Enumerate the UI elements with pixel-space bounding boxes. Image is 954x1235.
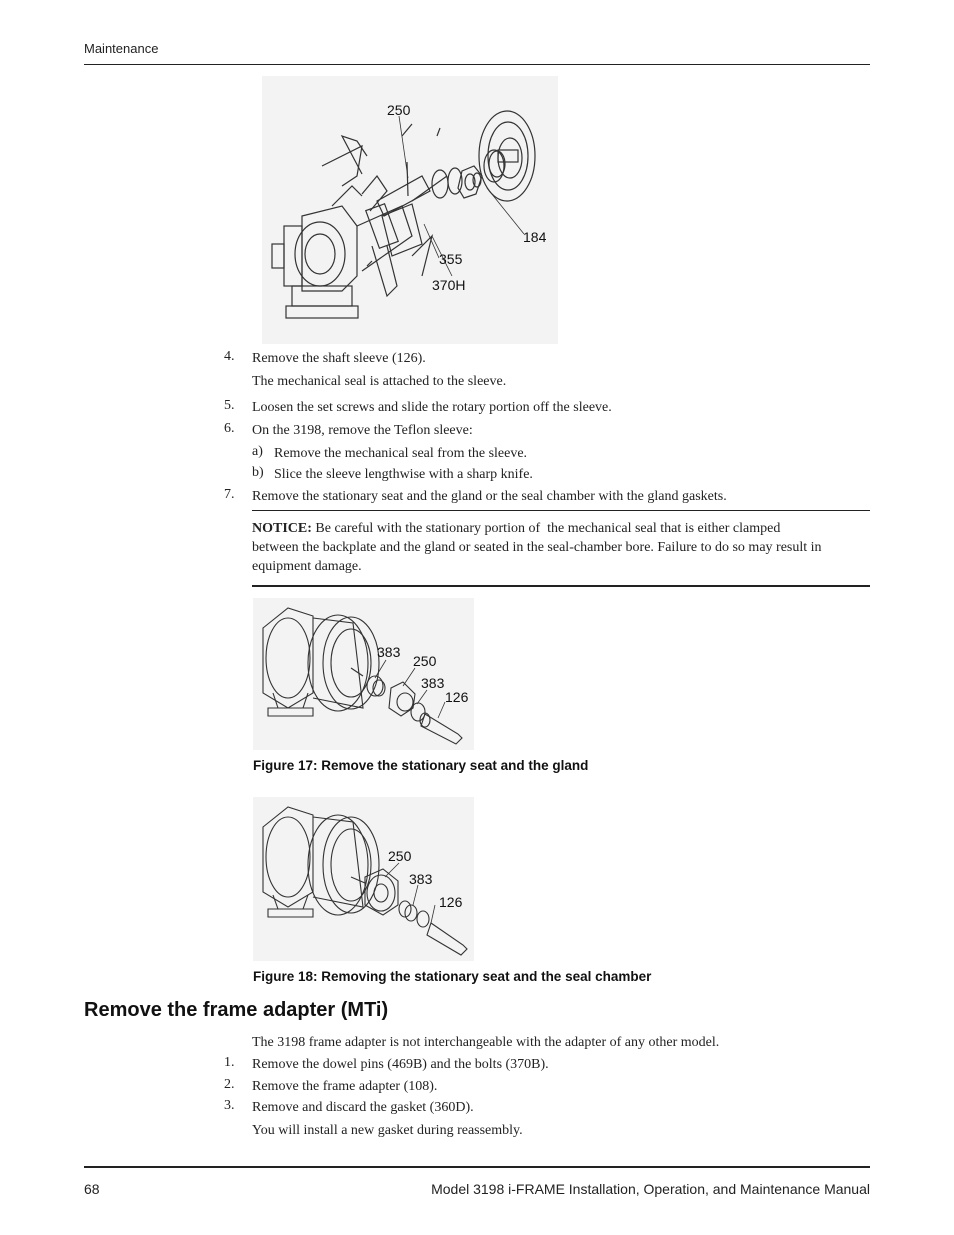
callout-126: 126 [445, 689, 469, 705]
step-number: 1. [224, 1055, 235, 1070]
callout-383: 383 [409, 871, 433, 887]
seal-chamber-illustration [253, 797, 474, 961]
footer-title: Model 3198 i-FRAME Installation, Operation, and Maintenance Manual [431, 1181, 870, 1197]
callout-184: 184 [523, 229, 547, 245]
section-heading: Remove the frame adapter (MTi) [84, 999, 389, 1021]
step-number: 6. [224, 421, 235, 436]
step-text: Remove the shaft sleeve (126). [252, 351, 426, 366]
step-number: 3. [224, 1098, 235, 1113]
step-text: On the 3198, remove the Teflon sleeve: [252, 423, 473, 438]
page-number: 68 [84, 1181, 100, 1197]
figure-18-caption: Figure 18: Removing the stationary seat and the seal chamber [253, 969, 652, 984]
header-rule [84, 64, 870, 65]
step-subtext: You will install a new gasket during reassembly. [252, 1123, 523, 1138]
section-intro: The 3198 frame adapter is not interchangeable with the adapter of any other model. [252, 1035, 720, 1050]
step-subtext: The mechanical seal is attached to the sleeve. [252, 374, 507, 389]
callout-250: 250 [413, 653, 437, 669]
notice-line-2: between the backplate and the gland or seated in the seal-chamber bore. Failure to do so may result in [252, 540, 822, 555]
substep-text: Remove the mechanical seal from the sleeve. [274, 446, 528, 461]
figure-18 [253, 797, 474, 961]
step-text: Loosen the set screws and slide the rotary portion off the sleeve. [252, 400, 612, 415]
step-text: Remove the dowel pins (469B) and the bolts (370B). [252, 1057, 549, 1072]
substep-text: Slice the sleeve lengthwise with a sharp knife. [274, 467, 533, 482]
step-number: 2. [224, 1077, 235, 1092]
step-text: Remove and discard the gasket (360D). [252, 1100, 474, 1115]
callout-250: 250 [388, 848, 412, 864]
substep-letter: b) [252, 465, 264, 480]
step-text: Remove the stationary seat and the gland or the seal chamber with the gland gaskets. [252, 489, 727, 504]
callout-383: 383 [377, 644, 401, 660]
footer-rule [84, 1166, 870, 1168]
step-text: Remove the frame adapter (108). [252, 1079, 438, 1094]
gland-illustration [253, 598, 474, 750]
substep-letter: a) [252, 444, 263, 459]
step-number: 7. [224, 487, 235, 502]
notice-text: Be careful with the stationary portion of the mechanical seal that is either clamped [311, 521, 781, 536]
notice-label: NOTICE: [252, 521, 312, 536]
running-header: Maintenance [84, 41, 159, 56]
callout-126: 126 [439, 894, 463, 910]
callout-355: 355 [439, 251, 463, 267]
step-number: 5. [224, 398, 235, 413]
notice-bottom-rule [252, 585, 870, 587]
step-number: 4. [224, 349, 235, 364]
callout-370h: 370H [432, 277, 466, 293]
callout-383: 383 [421, 675, 445, 691]
notice-top-rule [252, 510, 870, 511]
notice-line-1 [252, 519, 780, 538]
callout-250: 250 [387, 102, 411, 118]
notice-line-3: equipment damage. [252, 559, 362, 574]
figure-17 [253, 598, 474, 750]
figure-17-caption: Figure 17: Remove the stationary seat and the gland [253, 758, 589, 773]
